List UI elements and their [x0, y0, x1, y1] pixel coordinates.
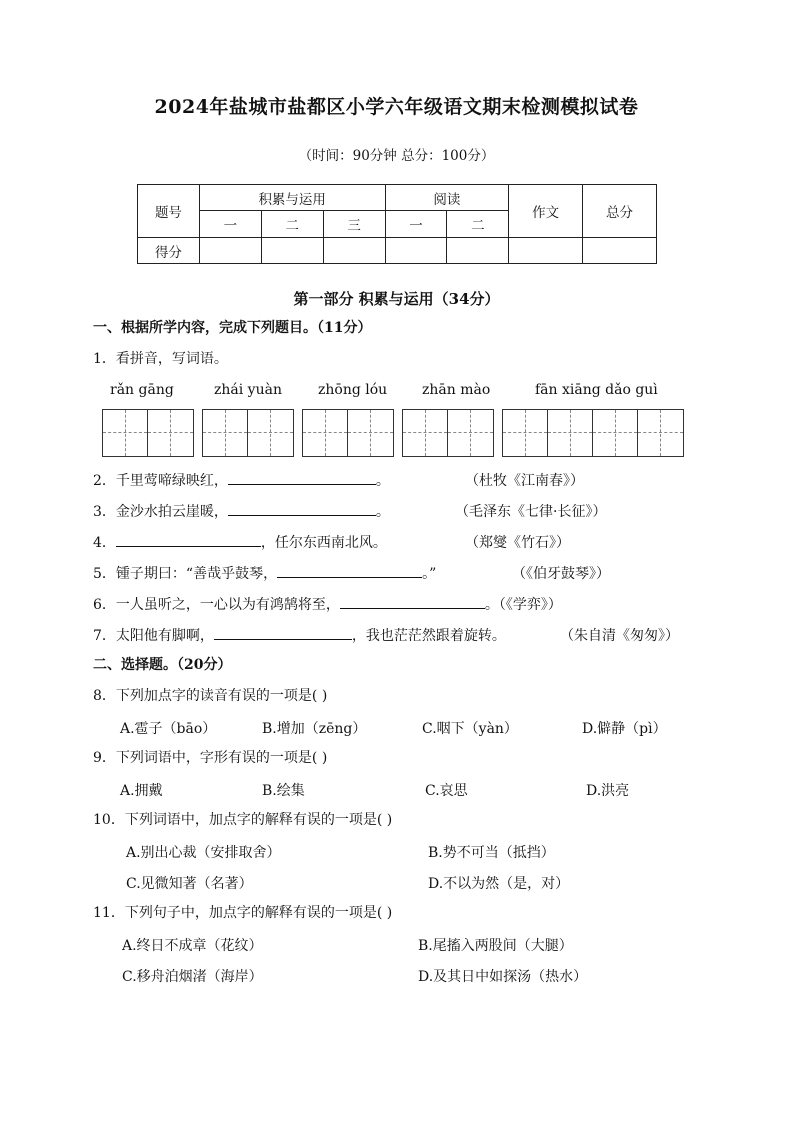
q8-option-d[interactable]: D.僻静（pì）: [582, 721, 667, 737]
grid-cell[interactable]: [248, 410, 293, 456]
question-text: 3．金沙水拍云崖暖，: [93, 504, 228, 520]
grid-cell[interactable]: [548, 410, 593, 456]
pinyin-2: zhái yuàn: [214, 382, 282, 398]
grid-cell[interactable]: [203, 410, 248, 456]
answer-blank[interactable]: [116, 532, 261, 547]
question-text: 2．千里莺啼绿映红，: [93, 473, 228, 489]
question-8: 8．下列加点字的读音有误的一项是( ): [93, 688, 328, 704]
q9-option-d[interactable]: D.洪亮: [586, 783, 630, 799]
q10-option-d[interactable]: D.不以为然（是，对）: [428, 876, 570, 892]
writing-grid-5[interactable]: [502, 409, 684, 457]
question-11: 11．下列句子中，加点字的解释有误的一项是( ): [93, 905, 393, 921]
question-9: 9．下列词语中，字形有误的一项是( ): [93, 750, 328, 766]
exam-subtitle: （时间：90分钟 总分：100分）: [298, 148, 495, 164]
score-cell[interactable]: [323, 238, 385, 264]
source-3: （毛泽东《七律·长征》）: [455, 504, 607, 520]
score-cell[interactable]: [385, 238, 447, 264]
section1-heading: 一、根据所学内容，完成下列题目。（11分）: [93, 320, 372, 336]
question-7: [93, 625, 506, 645]
source-7: （朱自清《匆匆》）: [560, 628, 679, 644]
section2-heading: 二、选择题。（20分）: [93, 657, 232, 673]
sub-header: 一: [199, 211, 261, 238]
q8-option-b[interactable]: B.增加（zēng）: [262, 721, 367, 737]
writing-grid-3[interactable]: [302, 409, 394, 457]
writing-grid-2[interactable]: [202, 409, 294, 457]
score-cell[interactable]: [509, 238, 583, 264]
answer-blank[interactable]: [228, 470, 376, 485]
grid-cell[interactable]: [503, 410, 548, 456]
pinyin-3: zhōng lóu: [318, 382, 388, 398]
question-10: 10．下列词语中，加点字的解释有误的一项是( ): [93, 812, 393, 828]
grid-cell[interactable]: [103, 410, 148, 456]
question-text: ，任尔东西南北风。: [260, 535, 387, 551]
q10-option-c[interactable]: C.见微知著（名著）: [126, 876, 253, 892]
grid-cell[interactable]: [448, 410, 493, 456]
answer-blank[interactable]: [214, 625, 352, 640]
question-text: 。（《学弈》）: [484, 597, 562, 613]
grid-cell[interactable]: [303, 410, 348, 456]
q11-option-c[interactable]: C.移舟泊烟渚（海岸）: [122, 969, 263, 985]
qnum-header: 题号: [138, 185, 200, 238]
sub-header: 二: [261, 211, 323, 238]
question-text: 。: [375, 473, 390, 489]
sub-header: 一: [385, 211, 447, 238]
question-2: [93, 470, 390, 490]
question-1: 1．看拼音，写词语。: [93, 351, 228, 367]
pinyin-4: zhān mào: [422, 382, 491, 398]
sub-header: 三: [323, 211, 385, 238]
group-accumulation-header: 积累与运用: [199, 185, 385, 211]
source-5: （《伯牙鼓琴》）: [512, 566, 610, 582]
question-text: 。”: [422, 566, 437, 582]
grid-cell[interactable]: [403, 410, 448, 456]
source-4: （郑燮《竹石》）: [465, 535, 570, 551]
score-table: [137, 184, 657, 264]
essay-header: 作文: [509, 185, 583, 238]
writing-grid-1[interactable]: [102, 409, 194, 457]
score-cell[interactable]: [199, 238, 261, 264]
q8-option-a[interactable]: A.雹子（bāo）: [120, 721, 217, 737]
pinyin-1: rǎn gāng: [110, 382, 174, 398]
writing-grid-4[interactable]: [402, 409, 494, 457]
question-text: 。: [375, 504, 390, 520]
question-5: [93, 563, 436, 583]
total-header: 总分: [583, 185, 657, 238]
answer-blank[interactable]: [277, 563, 422, 578]
q11-option-d[interactable]: D.及其日中如探汤（热水）: [418, 969, 588, 985]
q11-option-b[interactable]: B.尾搐入两股间（大腿）: [418, 938, 573, 954]
exam-title: 2024年盐城市盐都区小学六年级语文期末检测模拟试卷: [154, 96, 639, 118]
question-text: 5．锺子期曰：“善哉乎鼓琴，: [93, 566, 278, 582]
question-4: [93, 532, 387, 552]
grid-cell[interactable]: [638, 410, 683, 456]
answer-blank[interactable]: [340, 594, 485, 609]
score-cell[interactable]: [447, 238, 509, 264]
question-6: [93, 594, 562, 614]
q9-option-a[interactable]: A.拥戴: [120, 783, 163, 799]
q10-option-b[interactable]: B.势不可当（抵挡）: [428, 845, 555, 861]
sub-header: 二: [447, 211, 509, 238]
score-label: 得分: [138, 238, 200, 264]
grid-cell[interactable]: [148, 410, 193, 456]
q11-option-a[interactable]: A.终日不成章（花纹）: [122, 938, 263, 954]
pinyin-5: fān xiāng dǎo guì: [535, 382, 658, 398]
q9-option-c[interactable]: C.哀思: [425, 783, 468, 799]
question-text: 6．一人虽听之，一心以为有鸿鹄将至，: [93, 597, 340, 613]
question-text: 7．太阳他有脚啊，: [93, 628, 214, 644]
question-text: 4．: [93, 535, 116, 551]
score-cell[interactable]: [261, 238, 323, 264]
group-reading-header: 阅读: [385, 185, 509, 211]
q9-option-b[interactable]: B.绘集: [262, 783, 305, 799]
source-2: （杜牧《江南春》）: [465, 473, 584, 489]
score-cell[interactable]: [583, 238, 657, 264]
part1-heading: 第一部分 积累与运用（34分）: [293, 290, 500, 308]
q10-option-a[interactable]: A.别出心裁（安排取舍）: [126, 845, 281, 861]
question-text: ，我也茫茫然跟着旋转。: [351, 628, 506, 644]
q8-option-c[interactable]: C.咽下（yàn）: [422, 721, 518, 737]
question-3: [93, 501, 390, 521]
grid-cell[interactable]: [348, 410, 393, 456]
answer-blank[interactable]: [228, 501, 376, 516]
grid-cell[interactable]: [593, 410, 638, 456]
